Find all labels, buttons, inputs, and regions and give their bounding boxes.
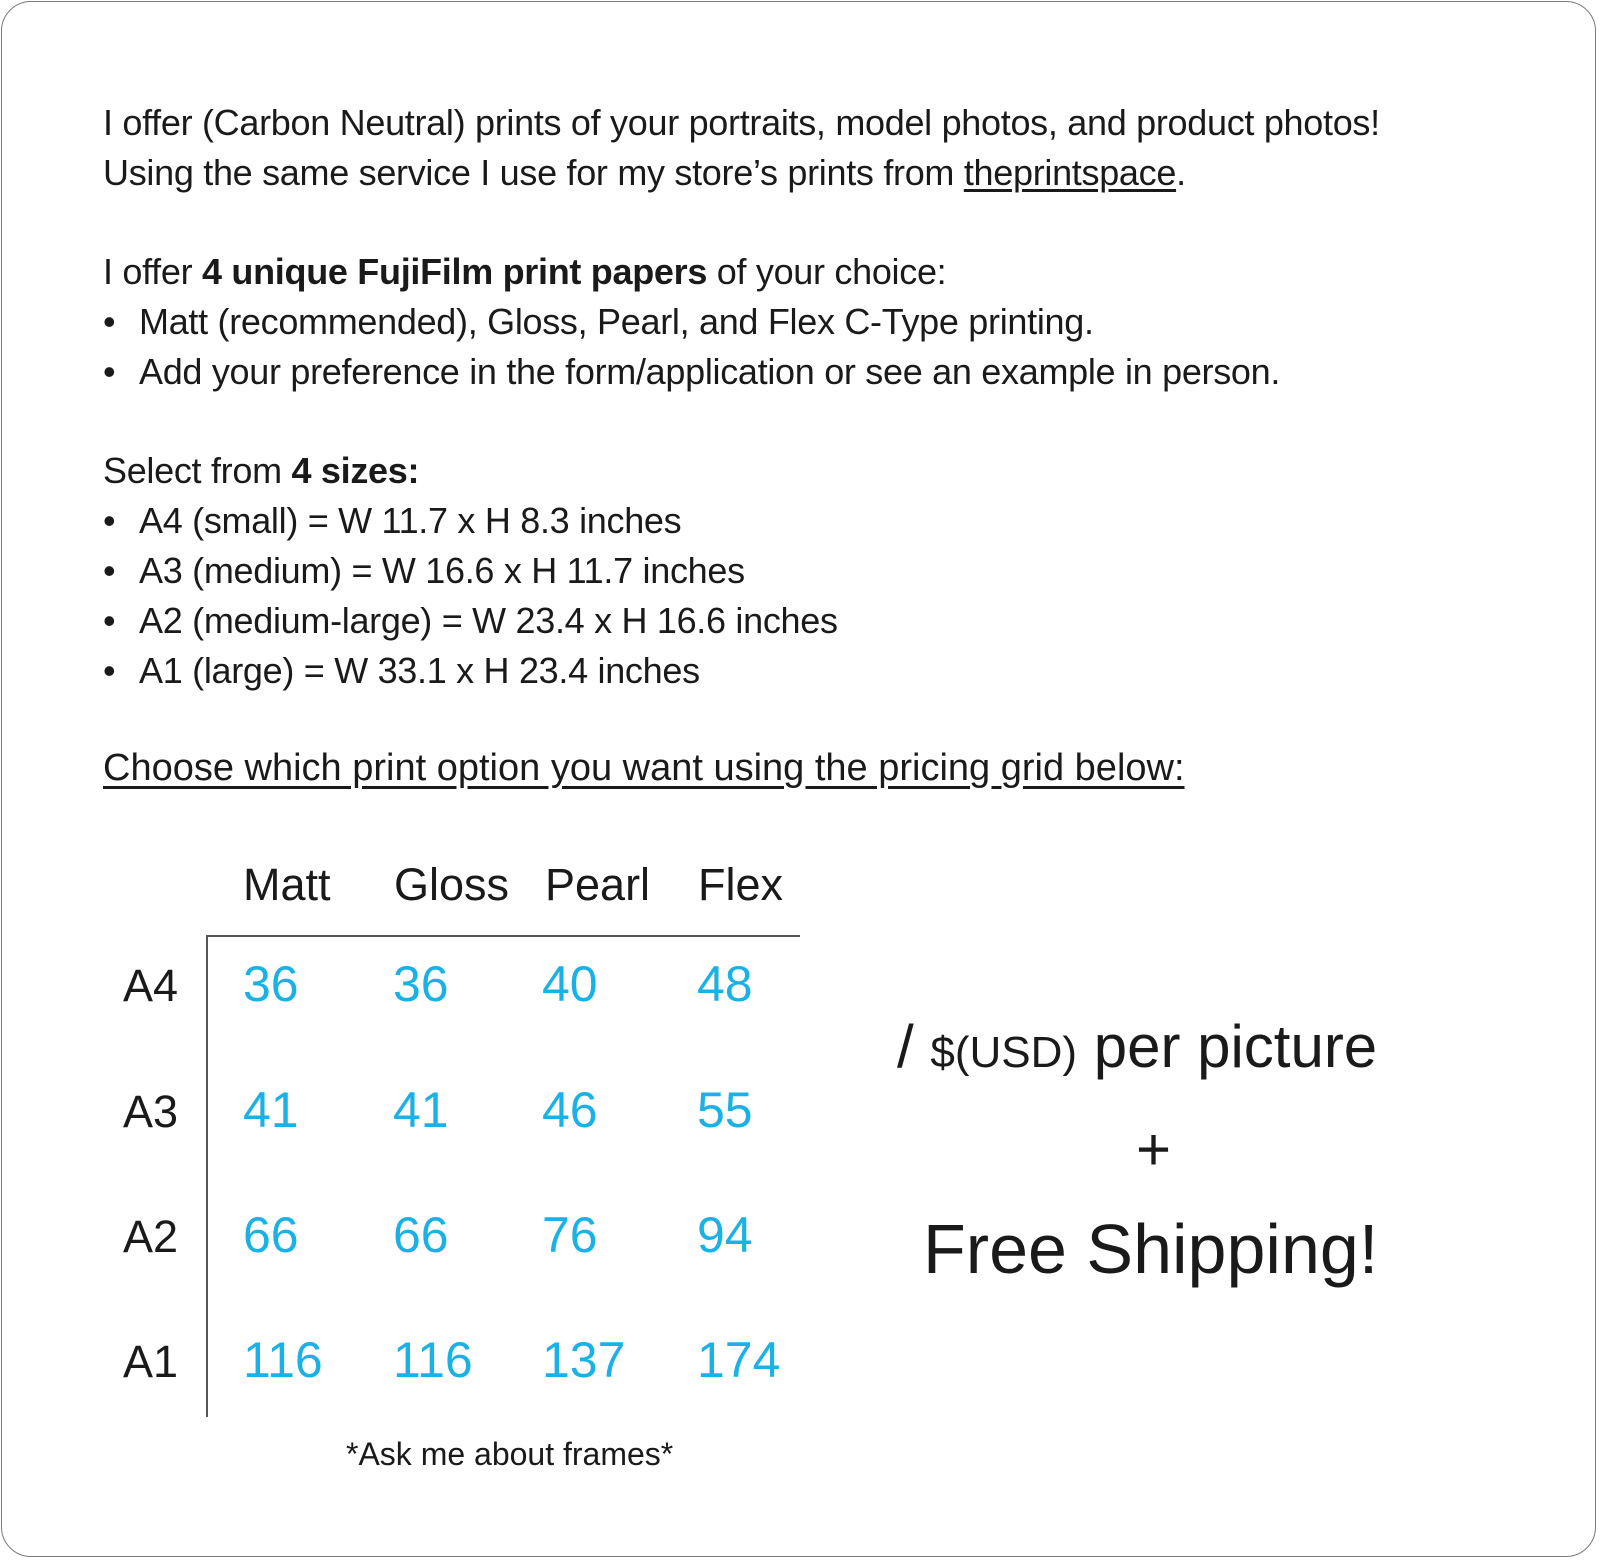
bullet-text: A3 (medium) = W 16.6 x H 11.7 inches (139, 550, 745, 591)
size-bullet (103, 546, 1543, 596)
price-a4-flex: 48 (697, 956, 753, 1012)
size-bullet (103, 646, 1543, 696)
price-a1-flex: 174 (697, 1332, 781, 1388)
sizes-intro (103, 446, 1543, 496)
price-a1-gloss: 116 (393, 1332, 473, 1388)
bullet-dot: • (103, 301, 116, 342)
currency-label: $(USD) (930, 1028, 1078, 1077)
bullet-dot: • (103, 351, 116, 392)
row-label-a4: A4 (123, 960, 179, 1011)
bullet-dot: • (103, 550, 116, 591)
frames-note: *Ask me about frames* (346, 1436, 674, 1472)
papers-bullet (103, 347, 1543, 397)
column-header-matt: Matt (243, 859, 331, 910)
row-label-a2: A2 (123, 1211, 179, 1262)
price-a2-matt: 66 (243, 1207, 299, 1263)
intro-section (103, 98, 1543, 696)
pricing-card (1, 1, 1596, 1557)
slash: / (897, 1013, 931, 1080)
row-label-a3: A3 (123, 1086, 179, 1137)
column-header-flex: Flex (698, 859, 784, 910)
price-a2-flex: 94 (697, 1207, 753, 1263)
papers-suffix: of your choice: (707, 251, 947, 292)
papers-prefix: I offer (103, 251, 202, 292)
sizes-bold: 4 sizes: (291, 450, 420, 491)
price-a3-matt: 41 (243, 1082, 299, 1138)
papers-bold: 4 unique FujiFilm print papers (202, 251, 708, 292)
price-a2-pearl: 76 (542, 1207, 598, 1263)
plus-sign: + (1136, 1116, 1172, 1183)
bullet-dot: • (103, 500, 116, 541)
price-a4-pearl: 40 (542, 956, 598, 1012)
size-bullet (103, 496, 1543, 546)
price-a4-gloss: 36 (393, 956, 449, 1012)
bullet-text: Matt (recommended), Gloss, Pearl, and Flex C-Type printing. (139, 301, 1094, 342)
intro-line-2 (103, 148, 1543, 198)
price-a4-matt: 36 (243, 956, 299, 1012)
intro-line-1: I offer (Carbon Neutral) prints of your portraits, model photos, and product photos! (103, 102, 1380, 143)
intro-line-2-text: Using the same service I use for my store’s prints from (103, 152, 964, 193)
free-shipping: Free Shipping! (923, 1210, 1379, 1288)
bullet-text: A1 (large) = W 33.1 x H 23.4 inches (139, 650, 700, 691)
price-a3-flex: 55 (697, 1082, 753, 1138)
per-picture-text: per picture (1077, 1013, 1378, 1080)
size-bullet (103, 596, 1543, 646)
price-a1-pearl: 137 (542, 1332, 626, 1388)
papers-bullet (103, 297, 1543, 347)
price-a3-pearl: 46 (542, 1082, 598, 1138)
grid-heading: Choose which print option you want using the pricing grid below: (103, 747, 1185, 789)
row-label-a1: A1 (123, 1336, 179, 1387)
grid-horizontal-rule (206, 935, 800, 937)
bullet-text: A4 (small) = W 11.7 x H 8.3 inches (139, 500, 682, 541)
bullet-text: Add your preference in the form/application or see an example in person. (139, 351, 1281, 392)
sizes-prefix: Select from (103, 450, 292, 491)
price-a1-matt: 116 (243, 1332, 323, 1388)
price-a3-gloss: 41 (393, 1082, 449, 1138)
per-picture-label (897, 1012, 1377, 1088)
papers-intro (103, 247, 1543, 297)
grid-vertical-rule (206, 935, 208, 1417)
bullet-dot: • (103, 600, 116, 641)
bullet-text: A2 (medium-large) = W 23.4 x H 16.6 inches (139, 600, 838, 641)
theprintspace-link[interactable]: theprintspace (963, 152, 1177, 193)
intro-line-2-period: . (1176, 152, 1186, 193)
bullet-dot: • (103, 650, 116, 691)
column-header-pearl: Pearl (545, 859, 651, 910)
column-header-gloss: Gloss (394, 859, 510, 910)
price-a2-gloss: 66 (393, 1207, 449, 1263)
